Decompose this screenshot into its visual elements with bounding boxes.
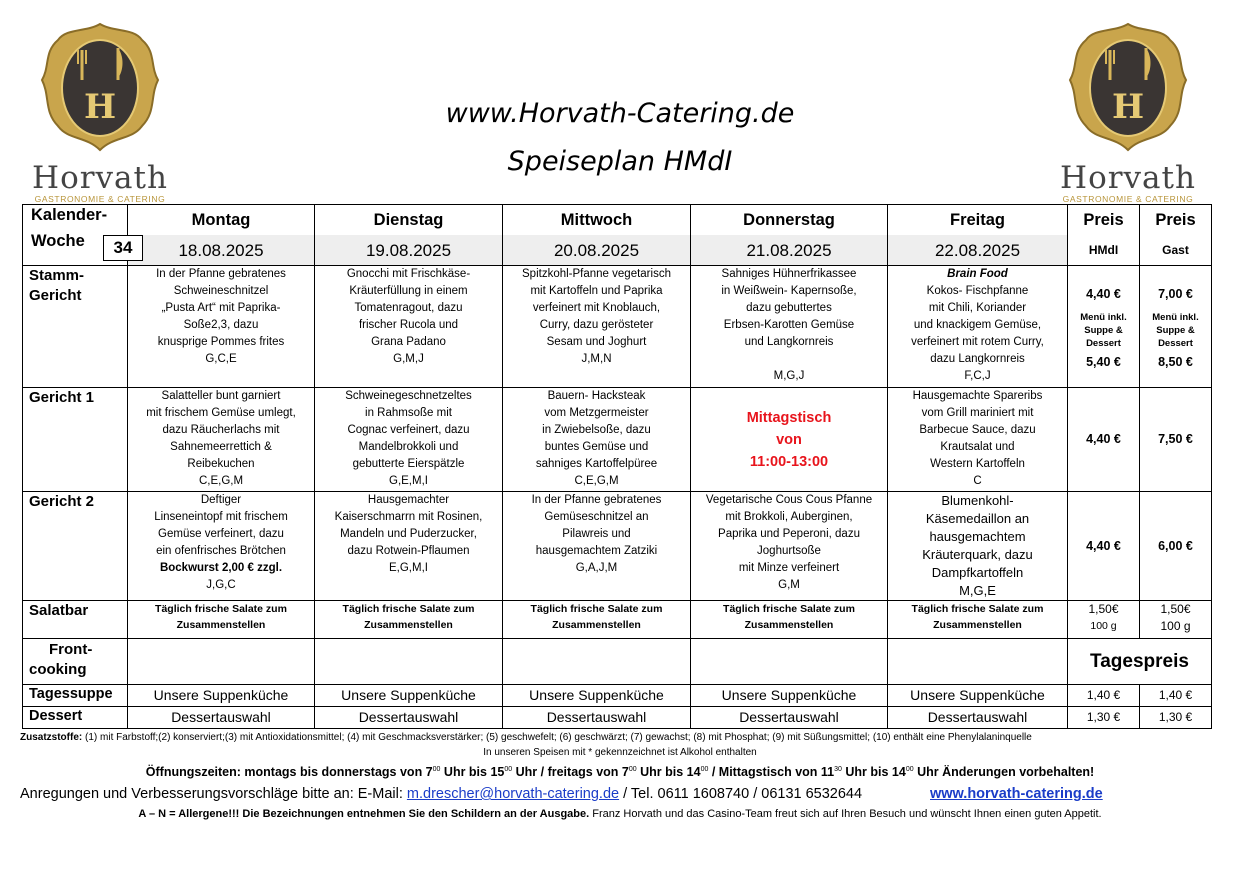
dish-line: in Rahmsoße mit [365,407,452,419]
alcohol-note: In unseren Speisen mit * gekennzeichnet ist Alkohol enthalten [483,747,757,758]
dish-line: verfeinert mit Knoblauch, [532,302,661,314]
menu-cell [888,492,1068,601]
dish-line: in Zwiebelsoße, dazu [542,424,651,436]
email-link[interactable]: m.drescher@horvath-catering.de [406,786,620,802]
dish-line: Salatteller bunt garniert [161,390,281,402]
dish-line: Schweineschnitzel [173,285,269,297]
dish-line: gebutterte Eierspätzle [352,458,465,470]
additives-label: Zusatzstoffe: [20,732,83,743]
dish-line: Paprika und Peperoni, dazu [718,528,860,540]
menu-price: 8,50 € [1158,354,1193,369]
dish-line: Sahniges Hühnerfrikassee [721,268,857,280]
menu-note-line: Menü inkl. [1152,311,1199,323]
dish-line: dazu Langkornreis [930,353,1025,365]
dish-line: vom Metzgermeister [544,407,649,419]
opening-sup: 00 [700,766,709,773]
row-label-tagessuppe: Tagessuppe [23,685,128,707]
price-value: 1,50€ [1088,602,1119,616]
row-label-line: Stamm- [29,267,85,284]
opening-label: Öffnungszeiten [145,765,237,779]
soup-cell: Unsere Suppenküche [128,685,315,707]
row-label-dessert: Dessert [23,707,128,729]
menu-note-line: Menü inkl. [1080,311,1127,323]
dish-line: Krautsalat und [940,441,1015,453]
dish-line: und knackigem Gemüse, [913,319,1042,331]
contact-line [20,786,1220,802]
dish-line: Gemüse verfeinert, dazu [158,528,284,540]
price-gast: 7,50 € [1140,388,1212,492]
dish-tag: Brain Food [947,268,1008,280]
price-unit: 100 g [1160,619,1191,633]
dish-line: Linseneintopf mit frischem [154,511,288,523]
soup-cell: Unsere Suppenküche [888,685,1068,707]
day-header: Donnerstag [691,205,888,236]
price-value: 1,50€ [1160,602,1191,616]
changes-note: Änderungen vorbehalten! [942,765,1095,779]
dish-line: Mandelbrokkoli und [358,441,459,453]
day-date: 18.08.2025 [128,235,315,266]
dish-line: Erbsen-Karotten Gemüse [723,319,855,331]
dish-line: Kaiserschmarrn mit Rosinen, [334,511,483,523]
allergen-codes: G,C,E [205,353,237,365]
salat-line: Täglich frische Salate zum [723,603,855,615]
opening-hours [0,765,1240,779]
contact-text: Anregungen und Verbesserungsvorschläge bitte an: E-Mail: [20,786,407,802]
mittagstisch-time: 11:00-13:00 [749,453,829,470]
price-gast: 6,00 € [1140,492,1212,601]
opening-sup: 00 [628,766,637,773]
dish-line: Deftiger [200,494,242,506]
dish-line: Barbecue Sauce, dazu [919,424,1036,436]
opening-sup: 30 [834,766,842,773]
greeting-text: Franz Horvath und das Casino-Team freut sich auf Ihren Besuch und wünscht Ihnen einen guten Appetit. [589,808,1102,820]
dish-line: dazu Rotwein-Pflaumen [347,545,470,557]
price-hmdi [1068,266,1140,388]
brand-name: Horvath [1060,160,1196,196]
dish-line: In der Pfanne gebratenes [156,268,286,280]
dish-line: sahniges Kartoffelpüree [535,458,658,470]
allergen-codes: C,E,G,M [574,475,619,487]
dish-line: Sesam und Joghurt [546,336,647,348]
dish-line: buntes Gemüse und [544,441,649,453]
dish-line: ein ofenfrisches Brötchen [156,545,286,557]
day-header: Freitag [888,205,1068,236]
opening-text: Uhr / freitags von 7 [512,765,629,779]
dish-line: Tomatenragout, dazu [354,302,463,314]
dish-line: frischer Rucola und [358,319,459,331]
menu-cell [315,266,503,388]
dish-line: Kokos- Fischpfanne [926,285,1029,297]
allergen-codes: F,C,J [964,370,991,382]
day-date: 20.08.2025 [503,235,691,266]
salat-line: Täglich frische Salate zum [342,603,475,615]
salat-line: Zusammenstellen [552,619,641,631]
menu-price: 5,40 € [1086,354,1121,369]
allergen-text: A – N = Allergene!!! Die Bezeichnungen entnehmen Sie den Schildern an der Ausgabe. [138,808,590,820]
price-gast [1140,266,1212,388]
salat-cell [691,601,888,639]
dish-line: Dampfkartoffeln [931,565,1024,580]
dish-line: Curry, dazu gerösteter [539,319,654,331]
salat-line: Zusammenstellen [933,619,1022,631]
menu-cell [888,388,1068,492]
additives-text: (1) mit Farbstoff;(2) konserviert;(3) mit Antioxidationsmittel; (4) mit Geschmacksverstärker; (5) geschwefelt; (6) geschwärzt; (7) gewachst; (8) mit Phosphat; (9) mit Süßungsmittel; (10) enthält eine Phenylalaninquelle [82,732,1032,743]
dish-line: und Langkornreis [744,336,834,348]
crest-letter-text: H [1111,87,1145,127]
brand-subtitle: GASTRONOMIE & CATERING [34,194,166,204]
logo-left [20,22,180,207]
opening-sup: 00 [905,766,914,773]
menu-note-line: Suppe & [1084,324,1123,336]
dish-line: Hausgemachte Spareribs [912,390,1043,402]
crest-letter-text: H [83,87,117,127]
empty-cell [691,639,888,685]
allergen-codes: E,G,M,I [389,562,428,574]
salat-line: Zusammenstellen [176,619,266,631]
soup-cell: Unsere Suppenküche [691,685,888,707]
salat-line: Täglich frische Salate zum [530,603,663,615]
dessert-cell: Dessertauswahl [128,707,315,729]
row-label-line: Front- [49,641,93,658]
dish-line: In der Pfanne gebratenes [531,494,662,506]
empty-cell [315,639,503,685]
dish-line: Mandeln und Puderzucker, [340,528,477,540]
crest-letter [38,22,162,154]
menu-cell [503,388,691,492]
preis-hmdi-label: HMdI [1068,235,1140,266]
price-hmdi [1068,601,1140,639]
menu-cell [315,492,503,601]
empty-cell [128,639,315,685]
row-label-stamm [23,266,128,388]
dish-line: Cognac verfeinert, dazu [347,424,470,436]
row-label-frontcooking [23,639,128,685]
opening-text: Uhr bis 14 [841,765,906,779]
salat-cell [128,601,315,639]
dish-line: Reibekuchen [187,458,255,470]
dish-line: mit Brokkoli, Auberginen, [725,511,853,523]
menu-note-line: Dessert [1086,337,1121,349]
salat-line: Täglich frische Salate zum [155,603,287,615]
allergen-codes: M,G,E [959,583,996,598]
dish-line: Kräuterfüllung in einem [349,285,468,297]
day-date: 19.08.2025 [315,235,503,266]
brand-subtitle: GASTRONOMIE & CATERING [1062,194,1194,204]
day-date: 21.08.2025 [691,235,888,266]
price-hmdi: 1,30 € [1068,707,1140,729]
dish-line: mit Minze verfeinert [738,562,840,574]
dish-line: knusprige Pommes frites [157,336,285,348]
website-link[interactable]: www.horvath-catering.de [930,786,1103,802]
salat-cell [315,601,503,639]
dish-line: Pilawreis und [562,528,631,540]
menu-table [22,204,1212,729]
dish-line: Gemüseschnitzel an [544,511,649,523]
allergen-codes: M,G,J [773,370,805,382]
day-header: Mittwoch [503,205,691,236]
crest-letter [1066,22,1190,154]
dish-line: Käsemedaillon an [925,511,1030,526]
menu-note [1142,311,1209,350]
salat-line: Täglich frische Salate zum [911,603,1044,615]
dish-line [693,351,885,368]
menu-cell-mittagstisch [691,388,888,492]
dish-line: mit Chili, Koriander [928,302,1027,314]
row-label-line: Gericht [29,287,82,304]
menu-cell [128,492,315,601]
day-header: Dienstag [315,205,503,236]
preis-header: Preis [1140,205,1212,236]
menu-note-line: Dessert [1158,337,1193,349]
allergen-codes: G,M [778,579,800,591]
allergen-codes: J,M,N [581,353,612,365]
price-unit: 100 g [1090,620,1117,632]
dish-line: Grana Padano [371,336,446,348]
dessert-cell: Dessertauswahl [691,707,888,729]
preis-header: Preis [1068,205,1140,236]
price-value: 7,00 € [1158,286,1193,301]
dish-line: Schweinegeschnetzeltes [345,390,472,402]
menu-note-line: Suppe & [1156,324,1195,336]
row-label-gericht2: Gericht 2 [23,492,128,601]
salat-cell [503,601,691,639]
day-date: 22.08.2025 [888,235,1068,266]
brand-name: Horvath [32,160,168,196]
price-gast [1140,601,1212,639]
dish-line: vom Grill mariniert mit [921,407,1034,419]
price-hmdi: 4,40 € [1068,492,1140,601]
dessert-cell: Dessertauswahl [888,707,1068,729]
opening-text: Uhr bis 14 [636,765,701,779]
dish-line: in Weißwein- Kapernsoße, [721,285,857,297]
dish-line: Hausgemachter [367,494,450,506]
dish-line: hausgemachtem [929,529,1026,544]
empty-cell [888,639,1068,685]
opening-text: : montags bis donnerstags von 7 [236,765,433,779]
dish-line: Sahnemeerrettich & [170,441,272,453]
additives-note [20,732,1032,743]
allergen-codes: J,G,C [206,579,236,591]
salat-line: Zusammenstellen [744,619,834,631]
allergen-codes: G,E,M,I [389,475,428,487]
kw-label: Kalender- [31,206,108,224]
dish-line: Kräuterquark, dazu [922,547,1033,562]
dish-line: hausgemachtem Zatziki [535,545,658,557]
logo-right [1048,22,1208,207]
soup-cell: Unsere Suppenküche [503,685,691,707]
menu-note [1070,311,1137,350]
dish-line: Gnocchi mit Frischkäse- [346,268,471,280]
dish-line: mit Kartoffeln und Paprika [530,285,663,297]
dish-line: verfeinert mit rotem Curry, [911,336,1044,348]
dessert-cell: Dessertauswahl [503,707,691,729]
tagespreis-label: Tagespreis [1068,639,1212,685]
soup-cell: Unsere Suppenküche [315,685,503,707]
dish-line: Bauern- Hacksteak [547,390,646,402]
dish-line: dazu Räucherlachs mit [162,424,280,436]
row-label-line: cooking [29,661,87,678]
allergen-codes: C,E,G,M [198,475,244,487]
dish-line: Soße2,3, dazu [183,319,259,331]
dish-line: dazu gebuttertes [746,302,832,314]
mittagstisch-line: von [776,431,802,448]
price-gast: 1,40 € [1140,685,1212,707]
row-label-salatbar: Salatbar [23,601,128,639]
dish-line: Spitzkohl-Pfanne vegetarisch [522,268,671,280]
allergen-codes: G,A,J,M [575,562,618,574]
price-gast: 1,30 € [1140,707,1212,729]
mittagstisch-line: Mittagstisch [746,409,832,426]
page-title: Speiseplan HMdI [507,146,733,177]
menu-cell [888,266,1068,388]
extra-offer: Bockwurst 2,00 € zzgl. [159,562,283,574]
allergen-codes: G,M,J [393,353,424,365]
dessert-cell: Dessertauswahl [315,707,503,729]
menu-cell [503,266,691,388]
opening-sup: 00 [504,766,513,773]
price-value: 4,40 € [1086,286,1121,301]
opening-text: Uhr [913,765,943,779]
salat-cell [888,601,1068,639]
dish-line: mit frischem Gemüse umlegt, [146,407,296,419]
kw-cell [23,205,133,266]
header-url: www.Horvath-Catering.de [445,98,795,129]
menu-cell [691,266,888,388]
dish-line: Vegetarische Cous Cous Pfanne [705,494,873,506]
empty-cell [503,639,691,685]
dish-line: Blumenkohl- [941,493,1014,508]
price-hmdi: 1,40 € [1068,685,1140,707]
menu-cell [128,266,315,388]
phone-text: / Tel. 0611 1608740 / 06131 6532644 [619,786,863,802]
salat-line: Zusammenstellen [364,619,453,631]
menu-cell [315,388,503,492]
menu-cell [691,492,888,601]
dish-line: „Pusta Art“ mit Paprika- [161,302,281,314]
kw-label: Woche [31,232,85,250]
kw-number: 34 [103,235,143,261]
dish-line: Joghurtsoße [757,545,821,557]
opening-text: / Mittagstisch von 11 [708,765,835,779]
menu-cell [503,492,691,601]
opening-text: Uhr bis 15 [440,765,505,779]
day-header: Montag [128,205,315,236]
allergen-note [0,808,1240,820]
price-hmdi: 4,40 € [1068,388,1140,492]
row-label-gericht1: Gericht 1 [23,388,128,492]
dish-line: Western Kartoffeln [930,458,1025,470]
preis-gast-label: Gast [1140,235,1212,266]
allergen-codes: C [973,475,982,487]
menu-cell [128,388,315,492]
opening-sup: 00 [432,766,441,773]
